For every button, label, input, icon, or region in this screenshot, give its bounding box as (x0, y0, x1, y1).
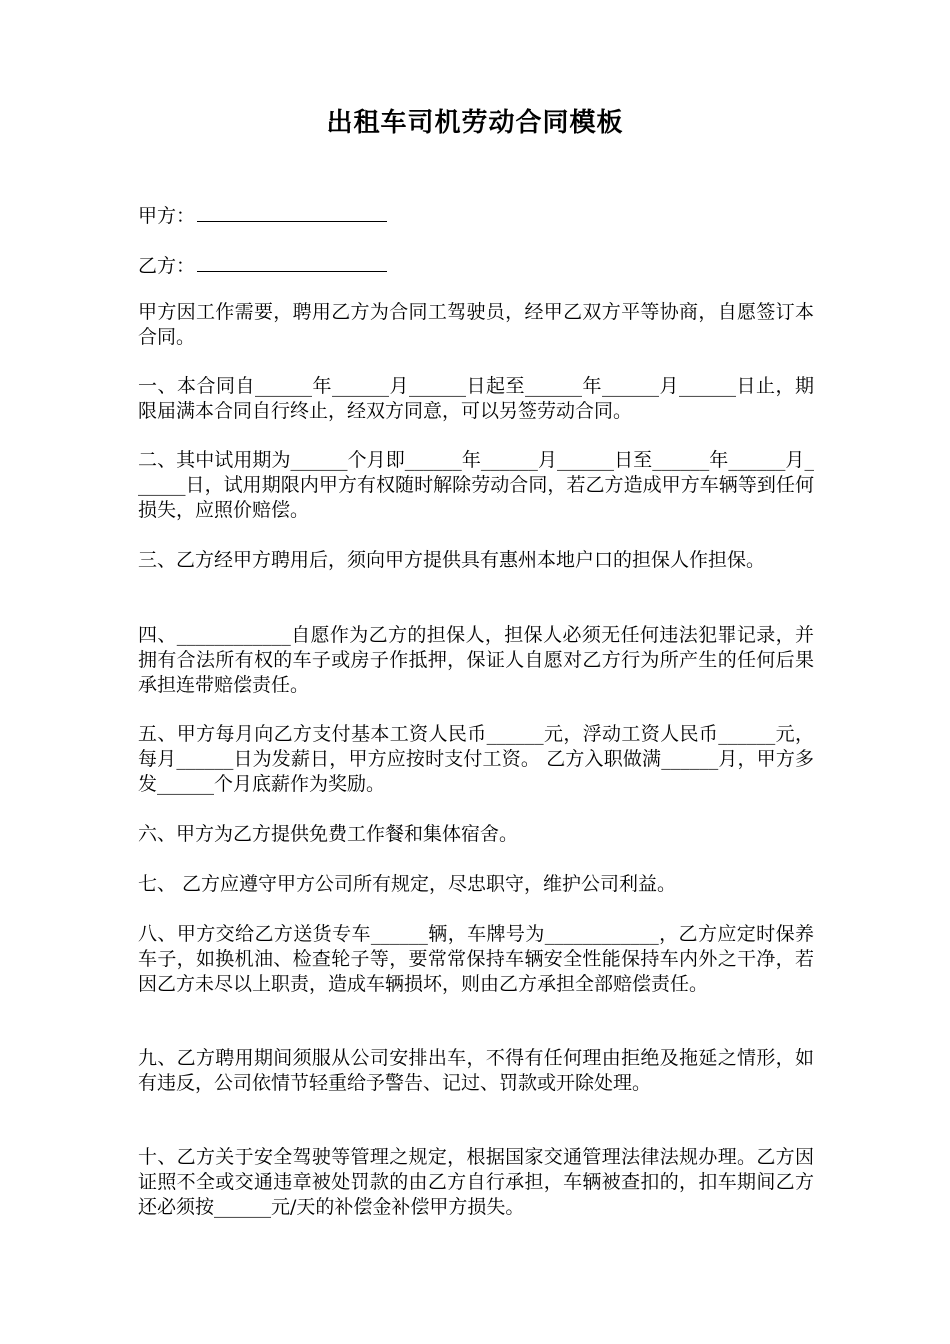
paragraph-clause-6: 六、甲方为乙方提供免费工作餐和集体宿舍。 (138, 823, 519, 845)
paragraph-clause-5: 五、甲方每月向乙方支付基本工资人民币______元，浮动工资人民币______元，每月______日为发薪日，甲方应按时支付工资。 乙方入职做满______月，甲方多发______个月底薪作为奖励。 (138, 723, 814, 795)
party-a-row (138, 203, 387, 229)
paragraph-clause-1: 一、本合同自______年______月______日起至______年______月______日止，期限届满本合同自行终止，经双方同意，可以另签劳动合同。 (138, 375, 814, 422)
paragraph-clause-7: 七、 乙方应遵守甲方公司所有规定，尽忠职守，维护公司利益。 (138, 873, 677, 895)
paragraph-intro: 甲方因工作需要，聘用乙方为合同工驾驶员，经甲乙双方平等协商，自愿签订本合同。 (138, 301, 814, 348)
party-b-label: 乙方： (138, 255, 196, 277)
party-a-blank (197, 203, 387, 222)
paragraph-clause-9: 九、乙方聘用期间须服从公司安排出车，不得有任何理由拒绝及拖延之情形，如有违反，公司依情节轻重给予警告、记过、罚款或开除处理。 (138, 1047, 814, 1094)
party-b-blank (197, 253, 387, 272)
party-b-row (138, 253, 387, 279)
party-a-label: 甲方： (138, 205, 196, 227)
paragraph-clause-4: 四、____________自愿作为乙方的担保人，担保人必须无任何违法犯罪记录，并拥有合法所有权的车子或房子作抵押，保证人自愿对乙方行为所产生的任何后果承担连带赔偿责任。 (138, 624, 814, 696)
paragraph-clause-10: 十、乙方关于安全驾驶等管理之规定，根据国家交通管理法律法规办理。乙方因证照不全或交通违章被处罚款的由乙方自行承担，车辆被查扣的，扣车期间乙方还必须按______元/天的补偿金补偿甲方损失。 (138, 1146, 814, 1218)
paragraph-clause-2: 二、其中试用期为______个月即______年______月______日至______年______月______日，试用期限内甲方有权随时解除劳动合同，若乙方造成甲方车辆等到任何损失，应照价赔偿。 (138, 449, 814, 521)
document-title: 出租车司机劳动合同模板 (326, 108, 624, 138)
paragraph-clause-3: 三、乙方经甲方聘用后，须向甲方提供具有惠州本地户口的担保人作担保。 (138, 549, 766, 571)
paragraph-clause-8: 八、甲方交给乙方送货专车______辆，车牌号为____________，乙方应定时保养车子，如换机油、检查轮子等，要常常保持车辆安全性能保持车内外之干净，若因乙方未尽以上职责，造成车辆损坏，则由乙方承担全部赔偿责任。 (138, 923, 814, 995)
